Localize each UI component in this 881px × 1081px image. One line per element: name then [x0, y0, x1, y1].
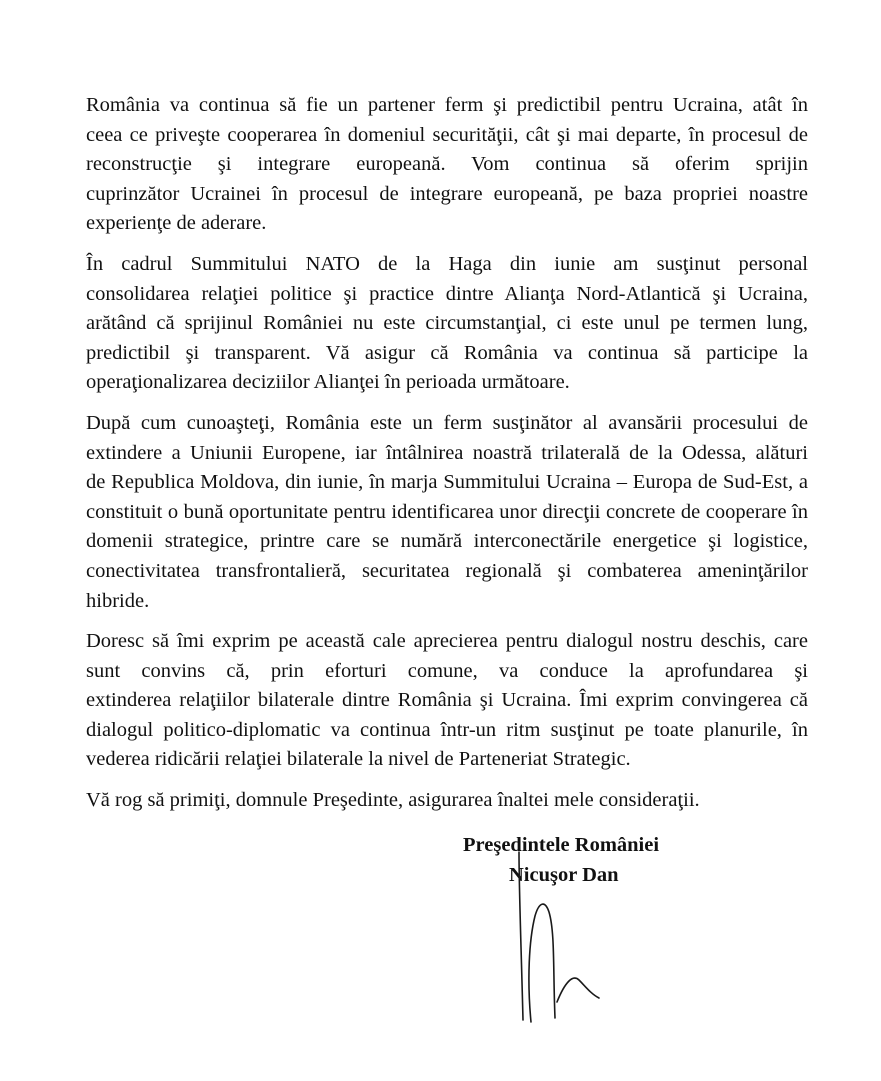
text-line: După cum cunoaşteţi, România este un ferm susţinător al avansării procesului de [86, 411, 808, 434]
signatory-name: Nicuşor Dan [509, 864, 619, 886]
paragraph-5 [86, 786, 808, 816]
paragraph-1 [86, 91, 808, 239]
paragraph-2 [86, 250, 808, 398]
text-line: vederea ridicării relaţiei bilaterale la nivel de Parteneriat Strategic. [86, 748, 631, 771]
signatory-title: Preşedintele României [463, 834, 660, 856]
handwritten-signature-icon [505, 850, 615, 1030]
text-line: constituit o bună oportunitate pentru identificarea unor direcţii concrete de cooperare în [86, 500, 808, 523]
text-line: România va continua să fie un partener ferm şi predictibil pentru Ucraina, atât în [86, 94, 808, 116]
text-line: hibride. [86, 589, 150, 612]
text-line: de Republica Moldova, din iunie, în marja Summitului Ucraina – Europa de Sud-Est, a [86, 471, 808, 494]
text-line: extindere a Uniunii Europene, iar întâlnirea noastră trilaterală de la Odessa, alături [86, 441, 808, 464]
text-line: Vă rog să primiţi, domnule Preşedinte, asigurarea înaltei mele consideraţii. [86, 789, 700, 812]
text-line: reconstrucţie şi integrare europeană. Vom continua să oferim sprijin [86, 153, 808, 176]
text-line: ceea ce priveşte cooperarea în domeniul securităţii, cât şi mai departe, în procesul de [86, 123, 808, 146]
text-line: domenii strategice, printre care se numără interconectările energetice şi logistice, [86, 530, 808, 553]
text-line: cuprinzător Ucrainei în procesul de integrare europeană, pe baza propriei noastre [86, 182, 808, 205]
text-line: conectivitatea transfrontalieră, securitatea regională şi combaterea ameninţărilor [86, 559, 808, 582]
text-line: consolidarea relaţiei politice şi practice dintre Alianţa Nord-Atlantică şi Ucraina, [86, 282, 808, 305]
text-line: arătând că sprijinul României nu este circumstanţial, ci este unul pe termen lung, [86, 312, 808, 335]
text-line: sunt convins că, prin eforturi comune, va conduce la aprofundarea şi [86, 659, 808, 682]
paragraph-4 [86, 627, 808, 775]
text-line: Doresc să îmi exprim pe această cale aprecierea pentru dialogul nostru deschis, care [86, 630, 808, 653]
text-line: experienţe de aderare. [86, 212, 267, 235]
text-line: extinderea relaţiilor bilaterale dintre România şi Ucraina. Îmi exprim convingerea că [86, 689, 808, 712]
paragraph-3 [86, 409, 808, 616]
text-line: dialogul politico-diplomatic va continua într-un ritm susţinut pe toate planurile, în [86, 718, 808, 741]
text-line: predictibil şi transparent. Vă asigur că România va continua să participe la [86, 341, 808, 364]
text-line: operaţionalizarea deciziilor Alianţei în perioada următoare. [86, 371, 570, 394]
letter-body [86, 91, 808, 827]
text-line: În cadrul Summitului NATO de la Haga din iunie am susţinut personal [86, 252, 808, 275]
